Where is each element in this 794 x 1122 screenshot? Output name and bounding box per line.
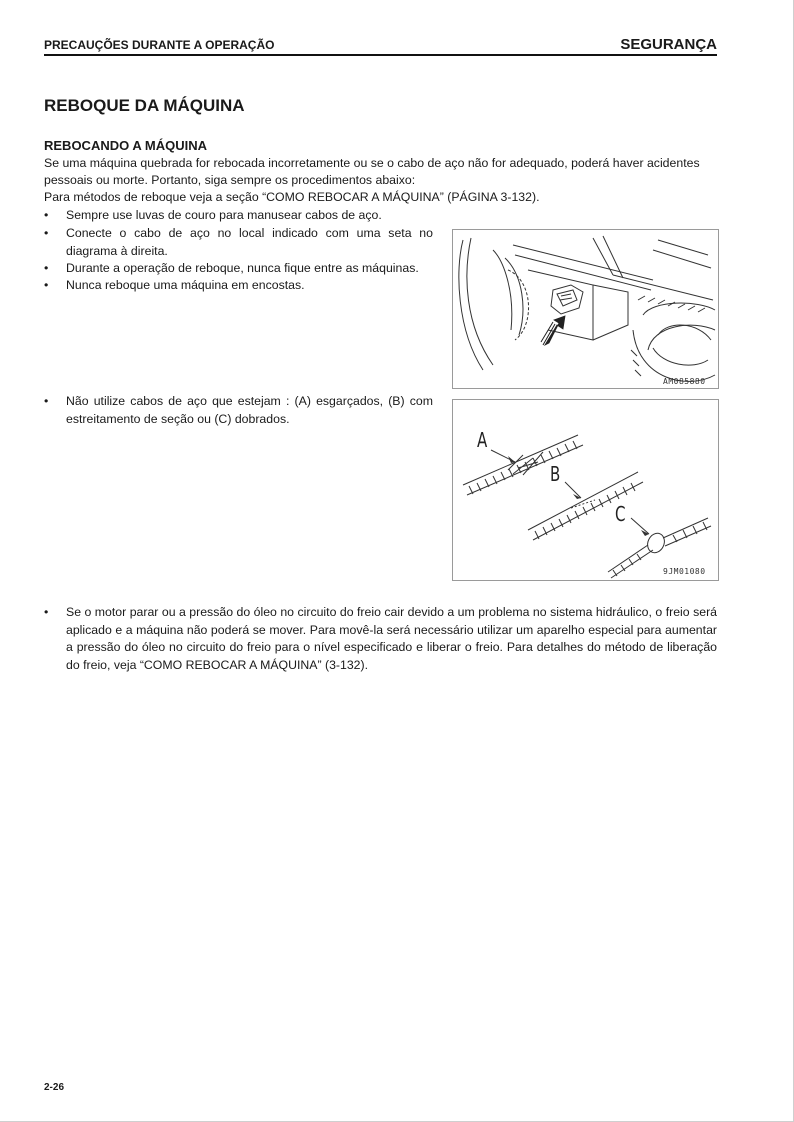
cable-label-b: B [550, 462, 561, 486]
bullet-text: Conecte o cabo de aço no local indicado com uma seta no diagrama à direita. [66, 226, 433, 258]
bullet-dot: • [44, 261, 49, 275]
bullet-text: Se o motor parar ou a pressão do óleo no circuito do freio cair devido a um problema no sistema hidráulico, o freio será aplicado e a máquina não poderá se mover. Para movê-la será necessário utilizar um aparelho especial para aumentar a pressão do óleo no circuito do freio para o nível especificado e liberar o freio. Para detalhes do método de liberação do freio, veja “COMO REBOCAR A MÁQUINA” (3-132). [66, 605, 717, 672]
figure-code: 9JM01080 [663, 567, 706, 576]
intro-line-3: Para métodos de reboque veja a seção “COMO REBOCAR A MÁQUINA” (PÁGINA 3-132). [44, 190, 540, 204]
intro-line-2: pessoais ou morte. Portanto, siga sempre os procedimentos abaixo: [44, 173, 416, 187]
header-section-title: PRECAUÇÕES DURANTE A OPERAÇÃO [44, 38, 275, 52]
bullet-text: Sempre use luvas de couro para manusear cabos de aço. [66, 208, 382, 222]
bullet-dot: • [44, 278, 49, 292]
figure-code: AM085880 [663, 377, 706, 386]
bullet-text: Durante a operação de reboque, nunca fique entre as máquinas. [66, 261, 419, 275]
towing-point-illustration [453, 230, 718, 388]
bullet-dot: • [44, 605, 49, 619]
page-title: REBOQUE DA MÁQUINA [44, 96, 245, 115]
damaged-cable-illustration [453, 400, 718, 580]
bullet-dot: • [44, 394, 49, 408]
bullet-dot: • [44, 226, 49, 240]
bullet-text: Nunca reboque uma máquina em encostas. [66, 278, 305, 292]
intro-line-1: Se uma máquina quebrada for rebocada incorretamente ou se o cabo de aço não for adequado, poderá haver acidentes [44, 156, 700, 170]
towing-point-figure [452, 229, 719, 389]
page-number: 2-26 [44, 1082, 65, 1093]
bullet-text: Não utilize cabos de aço que estejam : (A) esgarçados, (B) com estreitamento de seção ou (C) dobrados. [66, 394, 433, 426]
cable-label-a: A [477, 428, 488, 452]
header-chapter-title: SEGURANÇA [620, 36, 717, 53]
damaged-cable-figure [452, 399, 719, 581]
section-subtitle: REBOCANDO A MÁQUINA [44, 138, 207, 153]
bullet-dot: • [44, 208, 49, 222]
cable-label-c: C [615, 502, 626, 526]
header-rule [44, 54, 717, 56]
